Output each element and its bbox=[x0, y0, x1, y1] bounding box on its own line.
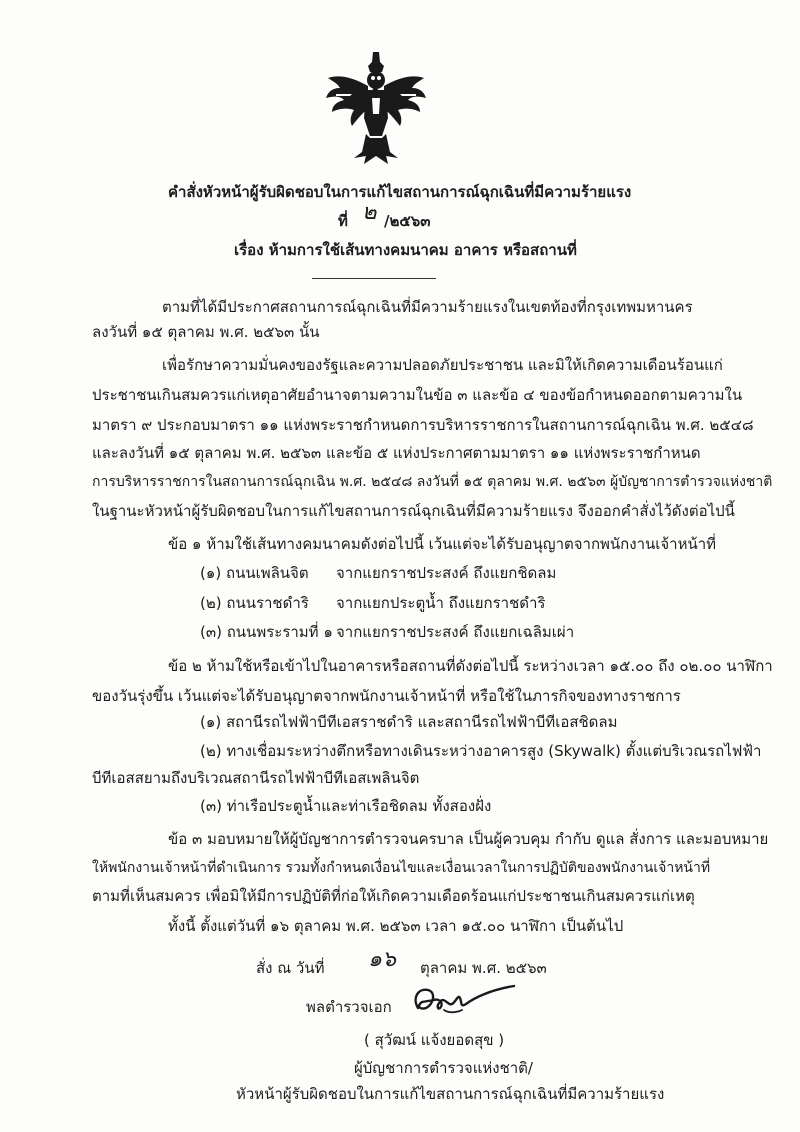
clause-2-item-2-line-2: บีทีเอสสยามถึงบริเวณสถานีรถไฟฟ้าบีทีเอสเพลินจิต bbox=[92, 769, 420, 787]
signer-position-line-1: ผู้บัญชาการตำรวจแห่งชาติ/ bbox=[354, 1059, 533, 1077]
issue-date-day-handwritten: ๑๖ bbox=[368, 947, 396, 972]
header-divider bbox=[312, 278, 436, 279]
clause-2-item-2-line-1: (๒) ทางเชื่อมระหว่างตึกหรือทางเดินระหว่างอาคารสูง (Skywalk) ตั้งแต่บริเวณรถไฟฟ้า bbox=[200, 742, 762, 760]
clause-2-item-1: (๑) สถานีรถไฟฟ้าบีทีเอสราชดำริ และสถานีรถไฟฟ้าบีทีเอสชิดลม bbox=[200, 713, 618, 731]
clause-1-item-1-range: จากแยกราชประสงค์ ถึงแยกชิดลม bbox=[336, 564, 557, 582]
signer-position-line-2: หัวหน้าผู้รับผิดชอบในการแก้ไขสถานการณ์ฉุกเฉินที่มีความร้ายแรง bbox=[236, 1085, 665, 1103]
order-title: คำสั่งหัวหน้าผู้รับผิดชอบในการแก้ไขสถานการณ์ฉุกเฉินที่มีความร้ายแรง bbox=[168, 183, 632, 201]
order-subject: เรื่อง ห้ามการใช้เส้นทางคมนาคม อาคาร หรือสถานที่ bbox=[234, 241, 577, 259]
issue-date-month-year: ตุลาคม พ.ศ. ๒๕๖๓ bbox=[420, 959, 547, 977]
clause-1-item-2-range: จากแยกประตูน้ำ ถึงแยกราชดำริ bbox=[336, 594, 546, 612]
clause-1-item-2-road: (๒) ถนนราชดำริ bbox=[200, 594, 309, 612]
garuda-emblem bbox=[324, 48, 428, 168]
issue-date-prefix: สั่ง ณ วันที่ bbox=[256, 959, 325, 977]
paragraph-2-line-1: เพื่อรักษาความมั่นคงของรัฐและความปลอดภัยประชาชน และมิให้เกิดความเดือนร้อนแก่ bbox=[162, 356, 723, 374]
signer-rank: พลตำรวจเอก bbox=[306, 998, 392, 1016]
order-number-suffix: /๒๕๖๓ bbox=[384, 212, 431, 230]
effective-date: ทั้งนี้ ตั้งแต่วันที่ ๑๖ ตุลาคม พ.ศ. ๒๕๖๓ เวลา ๑๕.๐๐ นาฬิกา เป็นต้นไป bbox=[168, 917, 624, 935]
handwritten-signature bbox=[404, 980, 524, 1024]
order-number-prefix: ที่ bbox=[338, 212, 348, 230]
paragraph-1-line-1: ตามที่ได้มีประกาศสถานการณ์ฉุกเฉินที่มีความร้ายแรงในเขตท้องที่กรุงเทพมหานคร bbox=[162, 298, 693, 316]
clause-3-line-3: ตามที่เห็นสมควร เพื่อมิให้มีการปฏิบัติที่ก่อให้เกิดความเดือดร้อนแก่ประชาชนเกินสมควรแก่เหตุ bbox=[92, 887, 695, 905]
paragraph-2-line-2: ประชาชนเกินสมควรแก่เหตุอาศัยอำนาจตามความในข้อ ๓ และข้อ ๔ ของข้อกำหนดออกตามความใน bbox=[92, 386, 743, 404]
clause-2-line-1: ข้อ ๒ ห้ามใช้หรือเข้าไปในอาคารหรือสถานที่ดังต่อไปนี้ ระหว่างเวลา ๑๕.๐๐ ถึง ๐๒.๐๐ นาฬิกา bbox=[168, 657, 773, 675]
signer-name: ( สุวัฒน์ แจ้งยอดสุข ) bbox=[364, 1031, 505, 1049]
clause-1-item-3-road: (๓) ถนนพระรามที่ ๑ bbox=[200, 623, 333, 641]
order-number-handwritten: ๒ bbox=[362, 200, 377, 225]
paragraph-2-line-5: การบริหารราชการในสถานการณ์ฉุกเฉิน พ.ศ. ๒๕๔๘ ลงวันที่ ๑๕ ตุลาคม พ.ศ. ๒๕๖๓ ผู้บัญชาการตำรวจแห่งชาติ bbox=[92, 474, 773, 490]
clause-2-line-2: ของวันรุ่งขึ้น เว้นแต่จะได้รับอนุญาตจากพนักงานเจ้าหน้าที่ หรือใช้ในภารกิจของทางราชการ bbox=[92, 687, 681, 705]
paragraph-2-line-3: มาตรา ๙ ประกอบมาตรา ๑๑ แห่งพระราชกำหนดการบริหารราชการในสถานการณ์ฉุกเฉิน พ.ศ. ๒๕๔๘ bbox=[92, 416, 754, 434]
paragraph-2-line-4: และลงวันที่ ๑๕ ตุลาคม พ.ศ. ๒๕๖๓ และข้อ ๕ แห่งประกาศตามมาตรา ๑๑ แห่งพระราชกำหนด bbox=[92, 444, 701, 462]
paragraph-1-line-2: ลงวันที่ ๑๕ ตุลาคม พ.ศ. ๒๕๖๓ นั้น bbox=[92, 323, 320, 341]
clause-3-line-2: ให้พนักงานเจ้าหน้าที่ดำเนินการ รวมทั้งกำหนดเงื่อนไขและเงื่อนเวลาในการปฏิบัติของพนักงานเจ้าหน้าที่ bbox=[92, 860, 711, 876]
paragraph-2-line-6: ในฐานะหัวหน้าผู้รับผิดชอบในการแก้ไขสถานการณ์ฉุกเฉินที่มีความร้ายแรง จึงออกคำสั่งไว้ดังต่อไปนี้ bbox=[92, 502, 735, 520]
clause-1-item-3-range: จากแยกราชประสงค์ ถึงแยกเฉลิมเผ่า bbox=[336, 623, 575, 641]
clause-2-item-3: (๓) ท่าเรือประตูน้ำและท่าเรือชิดลม ทั้งสองฝั่ง bbox=[200, 797, 492, 815]
clause-3-line-1: ข้อ ๓ มอบหมายให้ผู้บัญชาการตำรวจนครบาล เป็นผู้ควบคุม กำกับ ดูแล สั่งการ และมอบหมาย bbox=[168, 830, 769, 848]
clause-1-item-1-road: (๑) ถนนเพลินจิต bbox=[200, 564, 309, 582]
clause-1-intro: ข้อ ๑ ห้ามใช้เส้นทางคมนาคมดังต่อไปนี้ เว้นแต่จะได้รับอนุญาตจากพนักงานเจ้าหน้าที่ bbox=[168, 535, 717, 553]
